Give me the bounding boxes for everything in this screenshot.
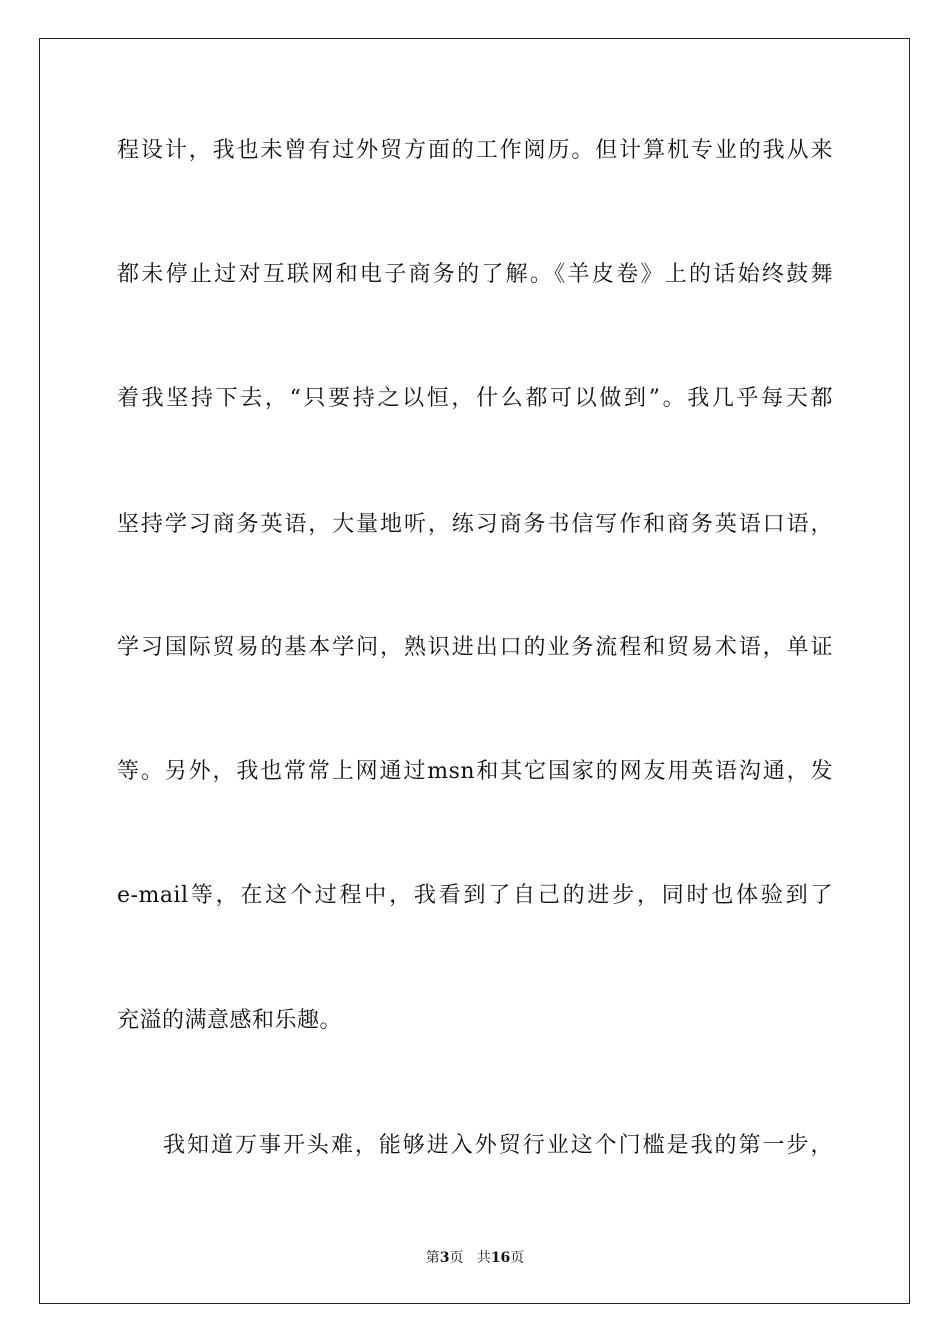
paragraph-start-line: 我知道万事开头难，能够进入外贸行业这个门槛是我的第一步， <box>163 1133 833 1158</box>
body-text-line-2: 都未停止过对互联网和电子商务的了解。《羊皮卷》上的话始终鼓舞 <box>117 262 833 287</box>
body-text-line-3: 着我坚持下去，“只要持之以恒，什么都可以做到”。我几乎每天都 <box>117 386 833 411</box>
body-text-line-5: 学习国际贸易的基本学问，熟识进出口的业务流程和贸易术语，单证 <box>117 635 833 660</box>
body-text-line-7: e-mail等，在这个过程中，我看到了自己的进步，同时也体验到了 <box>117 883 833 908</box>
footer-total-prefix: 共 <box>476 1250 491 1266</box>
page-footer <box>0 1247 950 1267</box>
footer-page-suffix: 页 <box>449 1250 464 1266</box>
body-text-line-1: 程设计，我也未曾有过外贸方面的工作阅历。但计算机专业的我从来 <box>117 138 833 163</box>
body-text-line-8: 充溢的满意感和乐趣。 <box>117 1008 343 1033</box>
footer-total-suffix: 页 <box>510 1250 525 1266</box>
body-text-line-6: 等。另外，我也常常上网通过msn和其它国家的网友用英语沟通，发 <box>117 759 833 784</box>
page-border <box>39 38 910 1304</box>
footer-page-prefix: 第 <box>425 1250 440 1266</box>
footer-total-pages: 16 <box>490 1250 511 1266</box>
body-text-line-4: 坚持学习商务英语，大量地听，练习商务书信写作和商务英语口语， <box>117 512 833 537</box>
footer-page-number: 3 <box>439 1250 450 1266</box>
